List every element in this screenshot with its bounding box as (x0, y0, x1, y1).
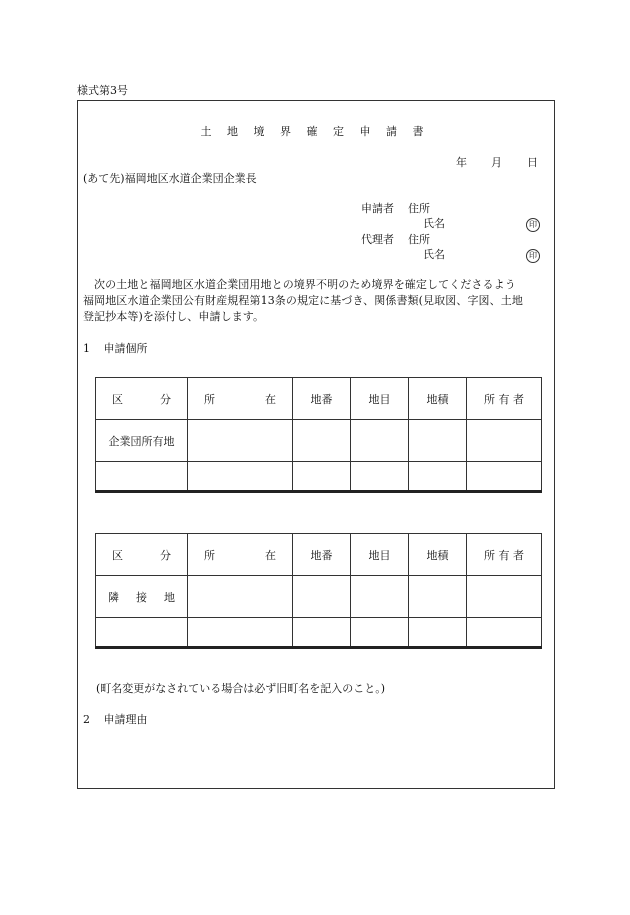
lot-number-cell[interactable] (293, 420, 351, 462)
location-cell[interactable] (188, 576, 293, 618)
category-cell[interactable] (96, 618, 188, 648)
area-cell[interactable] (409, 420, 467, 462)
row-label-corporation-land: 企業団所有地 (96, 420, 188, 462)
section1-number: 1 (83, 342, 90, 355)
table-header-row (96, 378, 542, 420)
applicant-name-label: 氏名 (423, 217, 445, 230)
header-owner: 所 有 者 (467, 378, 542, 420)
area-cell[interactable] (409, 618, 467, 648)
header-land-category: 地目 (351, 378, 409, 420)
section2-number: 2 (83, 713, 90, 726)
lot-number-cell[interactable] (293, 462, 351, 492)
body-line: 登記抄本等)を添付し、申請します。 (83, 310, 265, 323)
location-cell[interactable] (188, 420, 293, 462)
adjacent-land-table (95, 533, 542, 649)
agent-address-label: 住所 (408, 233, 430, 246)
owner-cell[interactable] (467, 618, 542, 648)
header-lot-number: 地番 (293, 378, 351, 420)
table-row (96, 618, 542, 648)
section2-heading (83, 713, 148, 727)
header-location: 所 在 (188, 378, 293, 420)
location-cell[interactable] (188, 618, 293, 648)
date-day: 日 (527, 156, 538, 169)
applicant-address-label: 住所 (408, 202, 430, 215)
owner-cell[interactable] (467, 420, 542, 462)
area-cell[interactable] (409, 462, 467, 492)
header-category: 区 分 (96, 534, 188, 576)
section2-title: 申請理由 (103, 713, 148, 726)
header-area: 地積 (409, 378, 467, 420)
agent-seal-icon: 印 (526, 249, 540, 263)
location-cell[interactable] (188, 462, 293, 492)
section1-heading (83, 342, 148, 356)
section1-title: 申請個所 (103, 342, 148, 355)
land-category-cell[interactable] (351, 618, 409, 648)
form-title: 土 地 境 界 確 定 申 請 書 (200, 125, 430, 138)
date-month: 月 (491, 156, 502, 169)
table-row (96, 420, 542, 462)
addressee: (あて先)福岡地区水道企業団企業長 (83, 172, 257, 185)
area-cell[interactable] (409, 576, 467, 618)
body-line: 次の土地と福岡地区水道企業団用地との境界不明のため境界を確定してくださるよう (94, 278, 516, 291)
reason-input-area[interactable] (83, 732, 549, 784)
row-label-adjacent-land: 隣 接 地 (96, 576, 188, 618)
header-area: 地積 (409, 534, 467, 576)
land-category-cell[interactable] (351, 576, 409, 618)
table-header-row (96, 534, 542, 576)
header-lot-number: 地番 (293, 534, 351, 576)
form-number: 様式第3号 (77, 84, 128, 97)
application-location-table (95, 377, 542, 493)
header-location: 所 在 (188, 534, 293, 576)
category-cell[interactable] (96, 462, 188, 492)
header-owner: 所 有 者 (467, 534, 542, 576)
applicant-seal-icon: 印 (526, 218, 540, 232)
lot-number-cell[interactable] (293, 618, 351, 648)
owner-cell[interactable] (467, 576, 542, 618)
table-row (96, 576, 542, 618)
body-paragraph (83, 277, 549, 325)
note: (町名変更がなされている場合は必ず旧町名を記入のこと。) (96, 682, 386, 695)
land-category-cell[interactable] (351, 462, 409, 492)
date-year: 年 (456, 156, 467, 169)
header-land-category: 地目 (351, 534, 409, 576)
body-line: 福岡地区水道企業団公有財産規程第13条の規定に基づき、関係書類(見取図、字図、土地 (83, 294, 523, 307)
agent-name-label: 氏名 (423, 248, 445, 261)
owner-cell[interactable] (467, 462, 542, 492)
agent-role: 代理者 (361, 233, 394, 246)
lot-number-cell[interactable] (293, 576, 351, 618)
header-category: 区 分 (96, 378, 188, 420)
land-category-cell[interactable] (351, 420, 409, 462)
table-row (96, 462, 542, 492)
applicant-role: 申請者 (361, 202, 394, 215)
